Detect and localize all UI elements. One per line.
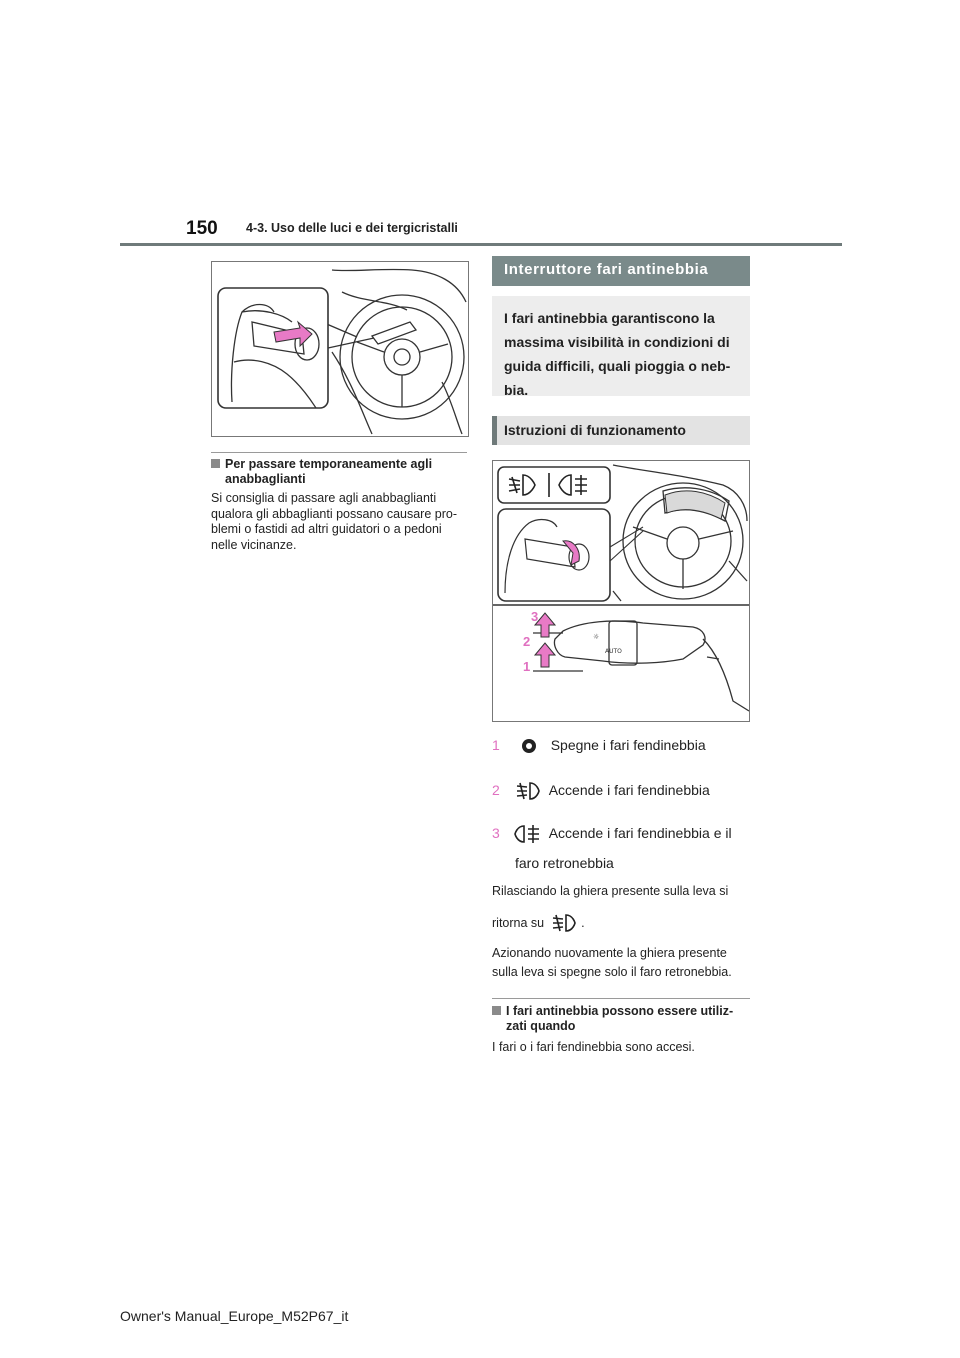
flash-section-heading: Per passare temporaneamente agli anabbaglianti bbox=[211, 457, 471, 487]
fog-switch-banner: Interruttore fari antinebbia bbox=[492, 256, 750, 286]
front-fog-icon bbox=[550, 912, 576, 934]
section-divider bbox=[492, 998, 750, 999]
rear-fog-icon bbox=[514, 823, 540, 845]
svg-text:AUTO: AUTO bbox=[605, 648, 622, 655]
section-title: 4-3. Uso delle luci e dei tergicristalli bbox=[246, 221, 458, 235]
note-rear-fog: Azionando nuovamente la ghiera presente sulla leva si spegne solo il faro retronebbia. bbox=[492, 946, 732, 979]
section-divider bbox=[211, 452, 467, 453]
fog-off-icon bbox=[518, 737, 540, 755]
step-1: 1 Spegne i fari fendinebbia bbox=[492, 737, 706, 754]
usage-section-body: I fari o i fari fendinebbia sono accesi. bbox=[492, 1040, 695, 1054]
callout-3: 3 bbox=[531, 609, 539, 624]
front-fog-icon bbox=[514, 780, 540, 802]
intro-box: I fari antinebbia garantiscono la massima visibilità in condizioni di guida difficili, quali pioggia o neb- bia. bbox=[492, 296, 750, 396]
fog-switch-figure bbox=[492, 460, 750, 722]
step-3: 3 Accende i fari fendinebbia e il faro retronebbia bbox=[492, 823, 752, 873]
page-number: 150 bbox=[186, 218, 218, 239]
flash-section-body: Si consiglia di passare agli anabbaglianti qualora gli abbaglianti possano causare pro- blemi o fastidi ad altri guidatori o a pedoni nelle vicinanze. bbox=[211, 491, 457, 552]
steering-lever-figure bbox=[211, 261, 469, 437]
steering-wheel-lever-illustration bbox=[212, 262, 468, 436]
bullet-icon bbox=[211, 459, 220, 468]
bullet-icon bbox=[492, 1006, 501, 1015]
step-2: 2 Accende i fari fendinebbia bbox=[492, 780, 752, 802]
callout-2: 2 bbox=[523, 634, 531, 649]
svg-text:☼: ☼ bbox=[593, 633, 600, 641]
footer-text: Owner's Manual_Europe_M52P67_it bbox=[120, 1308, 349, 1324]
callout-1: 1 bbox=[523, 659, 531, 674]
note-release: Rilasciando la ghiera presente sulla leva si ritorna su . bbox=[492, 884, 752, 934]
fog-light-switch-illustration bbox=[493, 461, 749, 721]
header-rule bbox=[120, 243, 842, 246]
usage-section-heading: I fari antinebbia possono essere utiliz- zati quando bbox=[492, 1004, 754, 1034]
instructions-banner: Istruzioni di funzionamento bbox=[492, 416, 750, 445]
